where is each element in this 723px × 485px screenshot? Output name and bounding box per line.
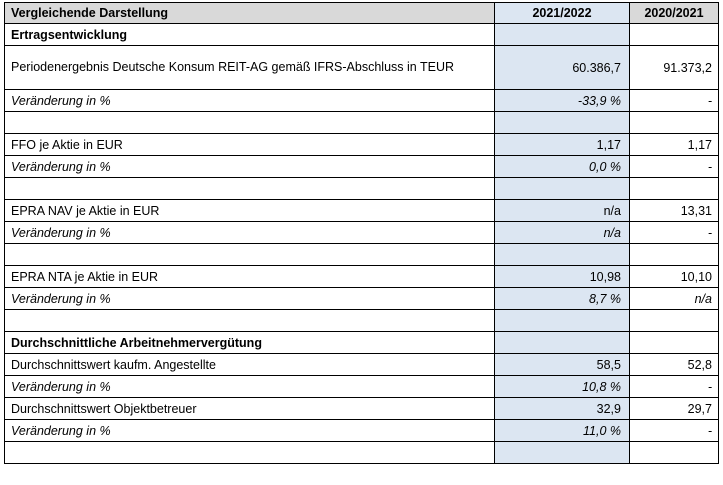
empty-row xyxy=(5,112,719,134)
cell-current-year xyxy=(495,112,630,134)
column-header-previous-year: 2020/2021 xyxy=(630,3,719,24)
cell-previous-year: 1,17 xyxy=(630,134,719,156)
cell-previous-year: 13,31 xyxy=(630,200,719,222)
cell-previous-year: - xyxy=(630,156,719,178)
change-row xyxy=(5,376,719,398)
cell-previous-year: - xyxy=(630,420,719,442)
row-label xyxy=(5,112,495,134)
cell-previous-year: 29,7 xyxy=(630,398,719,420)
empty-row xyxy=(5,310,719,332)
table-row xyxy=(5,46,719,90)
cell-previous-year xyxy=(630,178,719,200)
cell-previous-year xyxy=(630,310,719,332)
row-label: Durchschnittswert Objektbetreuer xyxy=(5,398,495,420)
row-label: Veränderung in % xyxy=(5,288,495,310)
empty-row xyxy=(5,442,719,464)
cell-current-year: 8,7 % xyxy=(495,288,630,310)
row-label xyxy=(5,244,495,266)
cell-current-year: 0,0 % xyxy=(495,156,630,178)
cell-previous-year: 91.373,2 xyxy=(630,46,719,90)
cell-previous-year xyxy=(630,332,719,354)
cell-current-year xyxy=(495,332,630,354)
row-label: Veränderung in % xyxy=(5,420,495,442)
cell-previous-year: - xyxy=(630,222,719,244)
row-label: Durchschnittswert kaufm. Angestellte xyxy=(5,354,495,376)
cell-previous-year xyxy=(630,112,719,134)
cell-current-year: 32,9 xyxy=(495,398,630,420)
cell-current-year: 10,98 xyxy=(495,266,630,288)
empty-row xyxy=(5,178,719,200)
cell-current-year: 60.386,7 xyxy=(495,46,630,90)
cell-current-year: n/a xyxy=(495,222,630,244)
row-label: Veränderung in % xyxy=(5,222,495,244)
row-label xyxy=(5,310,495,332)
table-row xyxy=(5,266,719,288)
cell-previous-year xyxy=(630,24,719,46)
cell-previous-year: 52,8 xyxy=(630,354,719,376)
row-label: EPRA NAV je Aktie in EUR xyxy=(5,200,495,222)
row-label: Veränderung in % xyxy=(5,90,495,112)
table-header-row xyxy=(5,3,719,24)
section-title: Ertragsentwicklung xyxy=(5,24,495,46)
cell-current-year: -33,9 % xyxy=(495,90,630,112)
table-row xyxy=(5,134,719,156)
cell-previous-year: 10,10 xyxy=(630,266,719,288)
table-row xyxy=(5,398,719,420)
section-header-row xyxy=(5,24,719,46)
column-header-current-year: 2021/2022 xyxy=(495,3,630,24)
change-row xyxy=(5,222,719,244)
cell-current-year xyxy=(495,442,630,464)
cell-current-year: n/a xyxy=(495,200,630,222)
row-label xyxy=(5,178,495,200)
cell-current-year xyxy=(495,310,630,332)
cell-current-year: 10,8 % xyxy=(495,376,630,398)
change-row xyxy=(5,288,719,310)
comparison-table xyxy=(4,2,719,464)
section-header-row xyxy=(5,332,719,354)
table-row xyxy=(5,354,719,376)
row-label: Veränderung in % xyxy=(5,376,495,398)
table-title: Vergleichende Darstellung xyxy=(5,3,495,24)
cell-current-year: 58,5 xyxy=(495,354,630,376)
table-row xyxy=(5,200,719,222)
cell-current-year xyxy=(495,24,630,46)
cell-current-year xyxy=(495,178,630,200)
cell-previous-year: - xyxy=(630,376,719,398)
row-label: Veränderung in % xyxy=(5,156,495,178)
change-row xyxy=(5,90,719,112)
cell-previous-year: - xyxy=(630,90,719,112)
row-label: FFO je Aktie in EUR xyxy=(5,134,495,156)
cell-previous-year xyxy=(630,442,719,464)
row-label xyxy=(5,442,495,464)
row-label: EPRA NTA je Aktie in EUR xyxy=(5,266,495,288)
cell-previous-year xyxy=(630,244,719,266)
cell-previous-year: n/a xyxy=(630,288,719,310)
change-row xyxy=(5,420,719,442)
row-label: Periodenergebnis Deutsche Konsum REIT-AG gemäß IFRS-Abschluss in TEUR xyxy=(5,46,495,90)
change-row xyxy=(5,156,719,178)
cell-current-year: 1,17 xyxy=(495,134,630,156)
table-body xyxy=(5,24,719,464)
cell-current-year xyxy=(495,244,630,266)
empty-row xyxy=(5,244,719,266)
cell-current-year: 11,0 % xyxy=(495,420,630,442)
section-title: Durchschnittliche Arbeitnehmervergütung xyxy=(5,332,495,354)
